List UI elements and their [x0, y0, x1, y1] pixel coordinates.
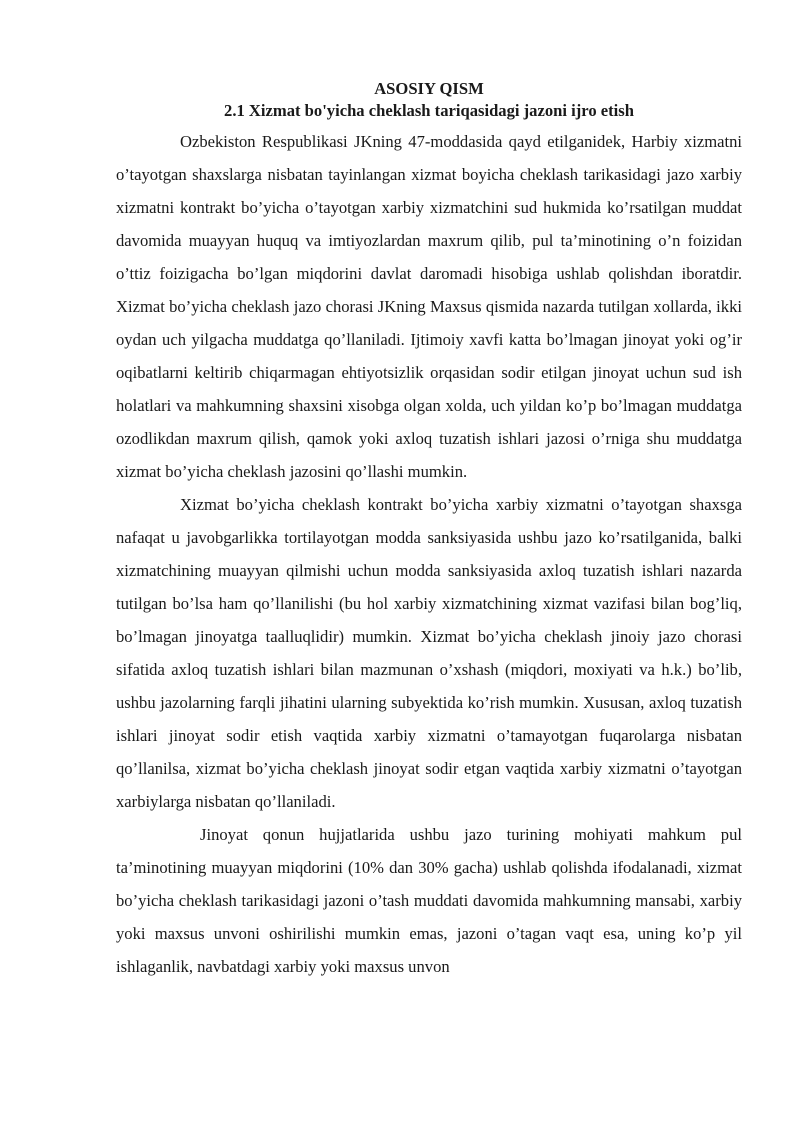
subsection-title: 2.1 Xizmat bo'yicha cheklash tariqasidagi jazoni ijro etish [224, 101, 634, 120]
section-title: ASOSIY QISM [374, 79, 484, 98]
document-page [116, 78, 742, 983]
paragraph-2: Xizmat bo’yicha cheklash kontrakt bo’yicha xarbiy xizmatni o’tayotgan shaxsga nafaqat u javobgarlikka tortilayotgan modda sanksiyasida ushbu jazo ko’rsatilganida, balki xizmatchining muayyan qilmishi uchun modda sanksiyasida axloq tuzatish ishlari nazarda tutilgan bo’lsa ham qo’llanilishi (bu hol xarbiy xizmatchining xizmat vazifasi bilan bog’liq, bo’lmagan jinoyatga taalluqlidir) mumkin. Xizmat bo’yicha cheklash jinoiy jazo chorasi sifatida axloq tuzatish ishlari bilan mazmunan o’xshash (miqdori, moxiyati va h.k.) bo’lib, ushbu jazolarning farqli jihatini ularning subyektida ko’rish mumkin. Xususan, axloq tuzatish ishlari jinoyat sodir etish vaqtida xarbiy xizmatni o’tamayotgan fuqarolarga nisbatan qo’llanilsa, xizmat bo’yicha cheklash jinoyat sodir etgan vaqtida xarbiy xizmatni o’tayotgan xarbiylarga nisbatan qo’llaniladi. [116, 495, 742, 811]
paragraph-3: Jinoyat qonun hujjatlarida ushbu jazo turining mohiyati mahkum pul ta’minotining muayyan miqdorini (10% dan 30% gacha) ushlab qolishda ifodalanadi, xizmat bo’yicha cheklash tarikasidagi jazoni o’tash muddati davomida mahkumning mansabi, xarbiy yoki maxsus unvoni oshirilishi mumkin emas, jazoni o’tagan vaqt esa, uning ko’p yil ishlaganlik, navbatdagi xarbiy yoki maxsus unvon [116, 825, 742, 976]
paragraph-1: Ozbekiston Respublikasi JKning 47-moddasida qayd etilganidek, Harbiy xizmatni o’tayotgan shaxslarga nisbatan tayinlangan xizmat boyicha cheklash tarikasidagi jazo xarbiy xizmatni kontrakt bo’yicha o’tayotgan xarbiy xizmatchini sud hukmida ko’rsatilgan muddat davomida muayyan huquq va imtiyozlardan maxrum qilib, pul ta’minotining o’n foizidan o’ttiz foizigacha bo’lgan miqdorini davlat daromadi hisobiga ushlab qolishdan iboratdir. Xizmat bo’yicha cheklash jazo chorasi JKning Maxsus qismida nazarda tutilgan xollarda, ikki oydan uch yilgacha muddatga qo’llaniladi. Ijtimoiy xavfi katta bo’lmagan jinoyat yoki og’ir oqibatlarni keltirib chiqarmagan ehtiyotsizlik orqasidan sodir etilgan jinoyat uchun sud ish holatlari va mahkumning shaxsini xisobga olgan xolda, uch yildan ko’p bo’lmagan muddatga ozodlikdan maxrum qilish, qamok yoki axloq tuzatish ishlari jazosi o’rniga shu muddatga xizmat bo’yicha cheklash jazosini qo’llashi mumkin. [116, 132, 742, 481]
